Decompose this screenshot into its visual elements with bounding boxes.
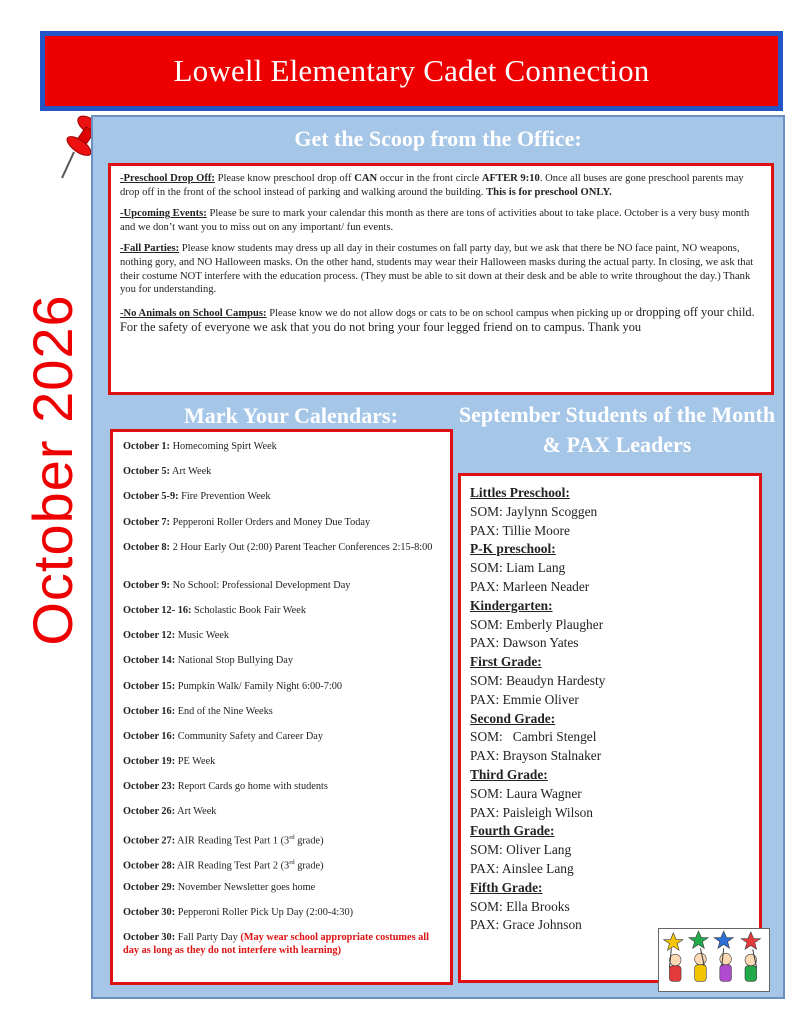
grade-label: Third Grade:	[470, 766, 548, 782]
calendar-date: October 12:	[123, 630, 176, 642]
preschool-text-1: Please know preschool drop off	[214, 173, 355, 184]
calendar-event: Pepperoni Roller Orders and Money Due Today	[170, 516, 371, 528]
preschool-bold-3: This is for preschool ONLY.	[486, 186, 612, 198]
students-box	[458, 473, 762, 983]
upcoming-heading: -Upcoming Events:	[120, 208, 207, 220]
parties-heading: -Fall Parties:	[120, 243, 180, 255]
grade-group	[470, 597, 750, 653]
animals-text-2: dropping off your child. For the safety of everyone we ask that you do not bring your four legged friend on to campus. Thank you	[120, 304, 755, 335]
calendar-item	[123, 755, 440, 780]
calendar-date: October 5:	[123, 466, 170, 478]
grade-label: P-K preschool:	[470, 541, 556, 557]
calendar-event: Scholastic Book Fair Week	[191, 604, 306, 616]
grade-label: First Grade:	[470, 654, 542, 670]
calendar-date: October 5-9:	[123, 491, 179, 503]
calendar-date: October 30:	[123, 932, 176, 944]
calendar-item	[123, 465, 440, 490]
pax-line: PAX: Tillie Moore	[470, 522, 570, 538]
calendar-item	[123, 881, 440, 906]
calendar-event: AIR Reading Test Part 1 (3	[175, 835, 290, 847]
som-line: SOM: Jaylynn Scoggen	[470, 503, 598, 519]
grade-group	[470, 653, 750, 709]
calendar-item	[123, 604, 440, 629]
animals-text-1: Please know we do not allow dogs or cats to be on school campus when picking up or	[266, 307, 634, 319]
calendar-item	[123, 906, 440, 931]
animals-notice	[120, 305, 762, 336]
header-banner	[40, 31, 783, 111]
parties-text: Please know students may dress up all day in their costumes on fall party day, but we ask that there be NO face paint, NO weapons, nothing gory, and NO Halloween masks. On the other hand, students may wear their Halloween masks during the actual party. In closing, we ask that their costume NOT interfere with the education process. (They must be able to sit down at their desk and be able to write throughout the day.) Thank you for understanding.	[120, 243, 754, 296]
calendar-item	[123, 516, 440, 541]
grade-group	[470, 710, 750, 766]
calendar-event: AIR Reading Test Part 2 (3	[175, 860, 290, 872]
calendar-event: Fire Prevention Week	[178, 491, 271, 503]
calendar-item	[123, 831, 440, 856]
calendar-event: No School: Professional Development Day	[170, 579, 351, 591]
calendar-event: Homecoming Spirt Week	[170, 441, 277, 452]
calendar-item	[123, 730, 440, 755]
grade-group	[470, 879, 750, 935]
calendar-superscript: rd	[289, 858, 295, 866]
parties-notice	[120, 242, 762, 296]
som-line: SOM: Liam Lang	[470, 560, 566, 576]
calendar-date: October 26:	[123, 806, 176, 818]
calendar-item	[123, 680, 440, 705]
calendar-event: Art Week	[175, 806, 217, 818]
calendar-event: November Newsletter goes home	[175, 882, 316, 893]
grade-group	[470, 540, 750, 596]
calendar-date: October 23:	[123, 781, 176, 793]
calendar-date: October 28:	[123, 860, 176, 872]
preschool-bold-2: AFTER 9:10	[481, 173, 540, 184]
calendar-event: Music Week	[175, 630, 230, 642]
calendar-event: End of the Nine Weeks	[175, 705, 273, 717]
calendar-superscript: rd	[289, 833, 295, 841]
calendar-box	[110, 429, 453, 985]
calendar-event: Community Safety and Career Day	[175, 730, 323, 742]
calendar-event: Art Week	[170, 466, 212, 478]
animals-heading: -No Animals on School Campus:	[120, 307, 267, 319]
calendar-date: October 27:	[123, 835, 176, 847]
calendar-date: October 7:	[123, 516, 170, 528]
calendar-event-note: (May wear school appropriate costumes all day as long as they do not interfere with learning)	[123, 932, 430, 957]
month-side-label	[20, 280, 84, 660]
calendar-item	[123, 705, 440, 730]
calendar-item	[123, 780, 440, 805]
som-line: SOM: Ella Brooks	[470, 898, 570, 914]
calendar-item	[123, 931, 440, 957]
calendar-date: October 19:	[123, 756, 176, 768]
calendar-date: October 14:	[123, 655, 176, 667]
upcoming-notice	[120, 207, 762, 234]
pax-line: PAX: Paisleigh Wilson	[470, 804, 593, 820]
calendar-event: Fall Party Day	[175, 932, 241, 944]
calendar-item	[123, 541, 440, 579]
calendar-event: 2 Hour Early Out (2:00) Parent Teacher Conferences 2:15-8:00	[170, 541, 433, 553]
grade-label: Kindergarten:	[470, 597, 553, 613]
calendar-event: Pepperoni Roller Pick Up Day (2:00-4:30)	[175, 907, 354, 919]
scoop-heading: Get the Scoop from the Office:	[294, 126, 582, 151]
calendar-date: October 29:	[123, 882, 176, 893]
som-line: SOM: Emberly Plaugher	[470, 616, 604, 632]
preschool-notice	[120, 172, 762, 199]
calendar-event: Report Cards go home with students	[175, 781, 328, 793]
newsletter-title: Lowell Elementary Cadet Connection	[173, 53, 650, 88]
calendar-event-tail: grade)	[294, 860, 324, 872]
pax-line: PAX: Dawson Yates	[470, 635, 579, 651]
som-line: SOM: Laura Wagner	[470, 785, 582, 801]
grade-group	[470, 484, 750, 540]
calendar-date: October 12- 16:	[123, 604, 192, 616]
header-banner-fill	[45, 36, 778, 106]
calendar-item	[123, 805, 440, 830]
calendar-event: Pumpkin Walk/ Family Night 6:00-7:00	[175, 680, 343, 692]
calendar-date: October 30:	[123, 907, 176, 919]
grade-label: Second Grade:	[470, 710, 556, 726]
som-line: SOM: Cambri Stengel	[470, 729, 597, 745]
calendar-date: October 8:	[123, 541, 170, 553]
upcoming-text: Please be sure to mark your calendar this month as there are tons of activities about to take place. October is a very busy month and we don’t want you to miss out on any important/ fun events.	[120, 208, 750, 233]
grade-label: Fifth Grade:	[470, 879, 543, 895]
scoop-box	[108, 163, 774, 395]
calendar-date: October 16:	[123, 705, 176, 717]
pax-line: PAX: Grace Johnson	[470, 917, 582, 933]
grade-group	[470, 766, 750, 822]
calendar-date: October 1:	[123, 441, 170, 452]
calendar-item	[123, 579, 440, 604]
preschool-text-3: . Once all buses are gone preschool parents may drop off in the front of the school instead of parking and walking around the building.	[120, 173, 744, 198]
preschool-text-2: occur in the front circle	[377, 173, 482, 184]
pax-line: PAX: Marleen Neader	[470, 578, 590, 594]
calendar-date: October 9:	[123, 579, 170, 591]
calendar-item	[123, 856, 440, 881]
kids-with-stars-icon	[658, 928, 770, 992]
calendar-event: PE Week	[175, 756, 216, 768]
calendar-item	[123, 440, 440, 465]
som-line: SOM: Beaudyn Hardesty	[470, 672, 606, 688]
calendar-item	[123, 654, 440, 679]
grade-group	[470, 822, 750, 878]
som-line: SOM: Oliver Lang	[470, 842, 572, 858]
calendar-heading: Mark Your Calendars:	[184, 403, 398, 428]
grade-label: Fourth Grade:	[470, 823, 555, 839]
pax-line: PAX: Brayson Stalnaker	[470, 748, 602, 764]
students-heading: September Students of the Month & PAX Leaders	[458, 402, 776, 457]
calendar-item	[123, 629, 440, 654]
calendar-item	[123, 490, 440, 515]
pax-line: PAX: Emmie Oliver	[470, 691, 579, 707]
month-year-text: October 2026	[20, 294, 84, 646]
preschool-heading: -Preschool Drop Off:	[120, 173, 215, 184]
calendar-event: National Stop Bullying Day	[175, 655, 293, 667]
preschool-bold-1: CAN	[354, 173, 378, 184]
calendar-date: October 15:	[123, 680, 176, 692]
calendar-date: October 16:	[123, 730, 176, 742]
pax-line: PAX: Ainslee Lang	[470, 860, 574, 876]
calendar-event-tail: grade)	[294, 835, 324, 847]
grade-label: Littles Preschool:	[470, 485, 570, 500]
